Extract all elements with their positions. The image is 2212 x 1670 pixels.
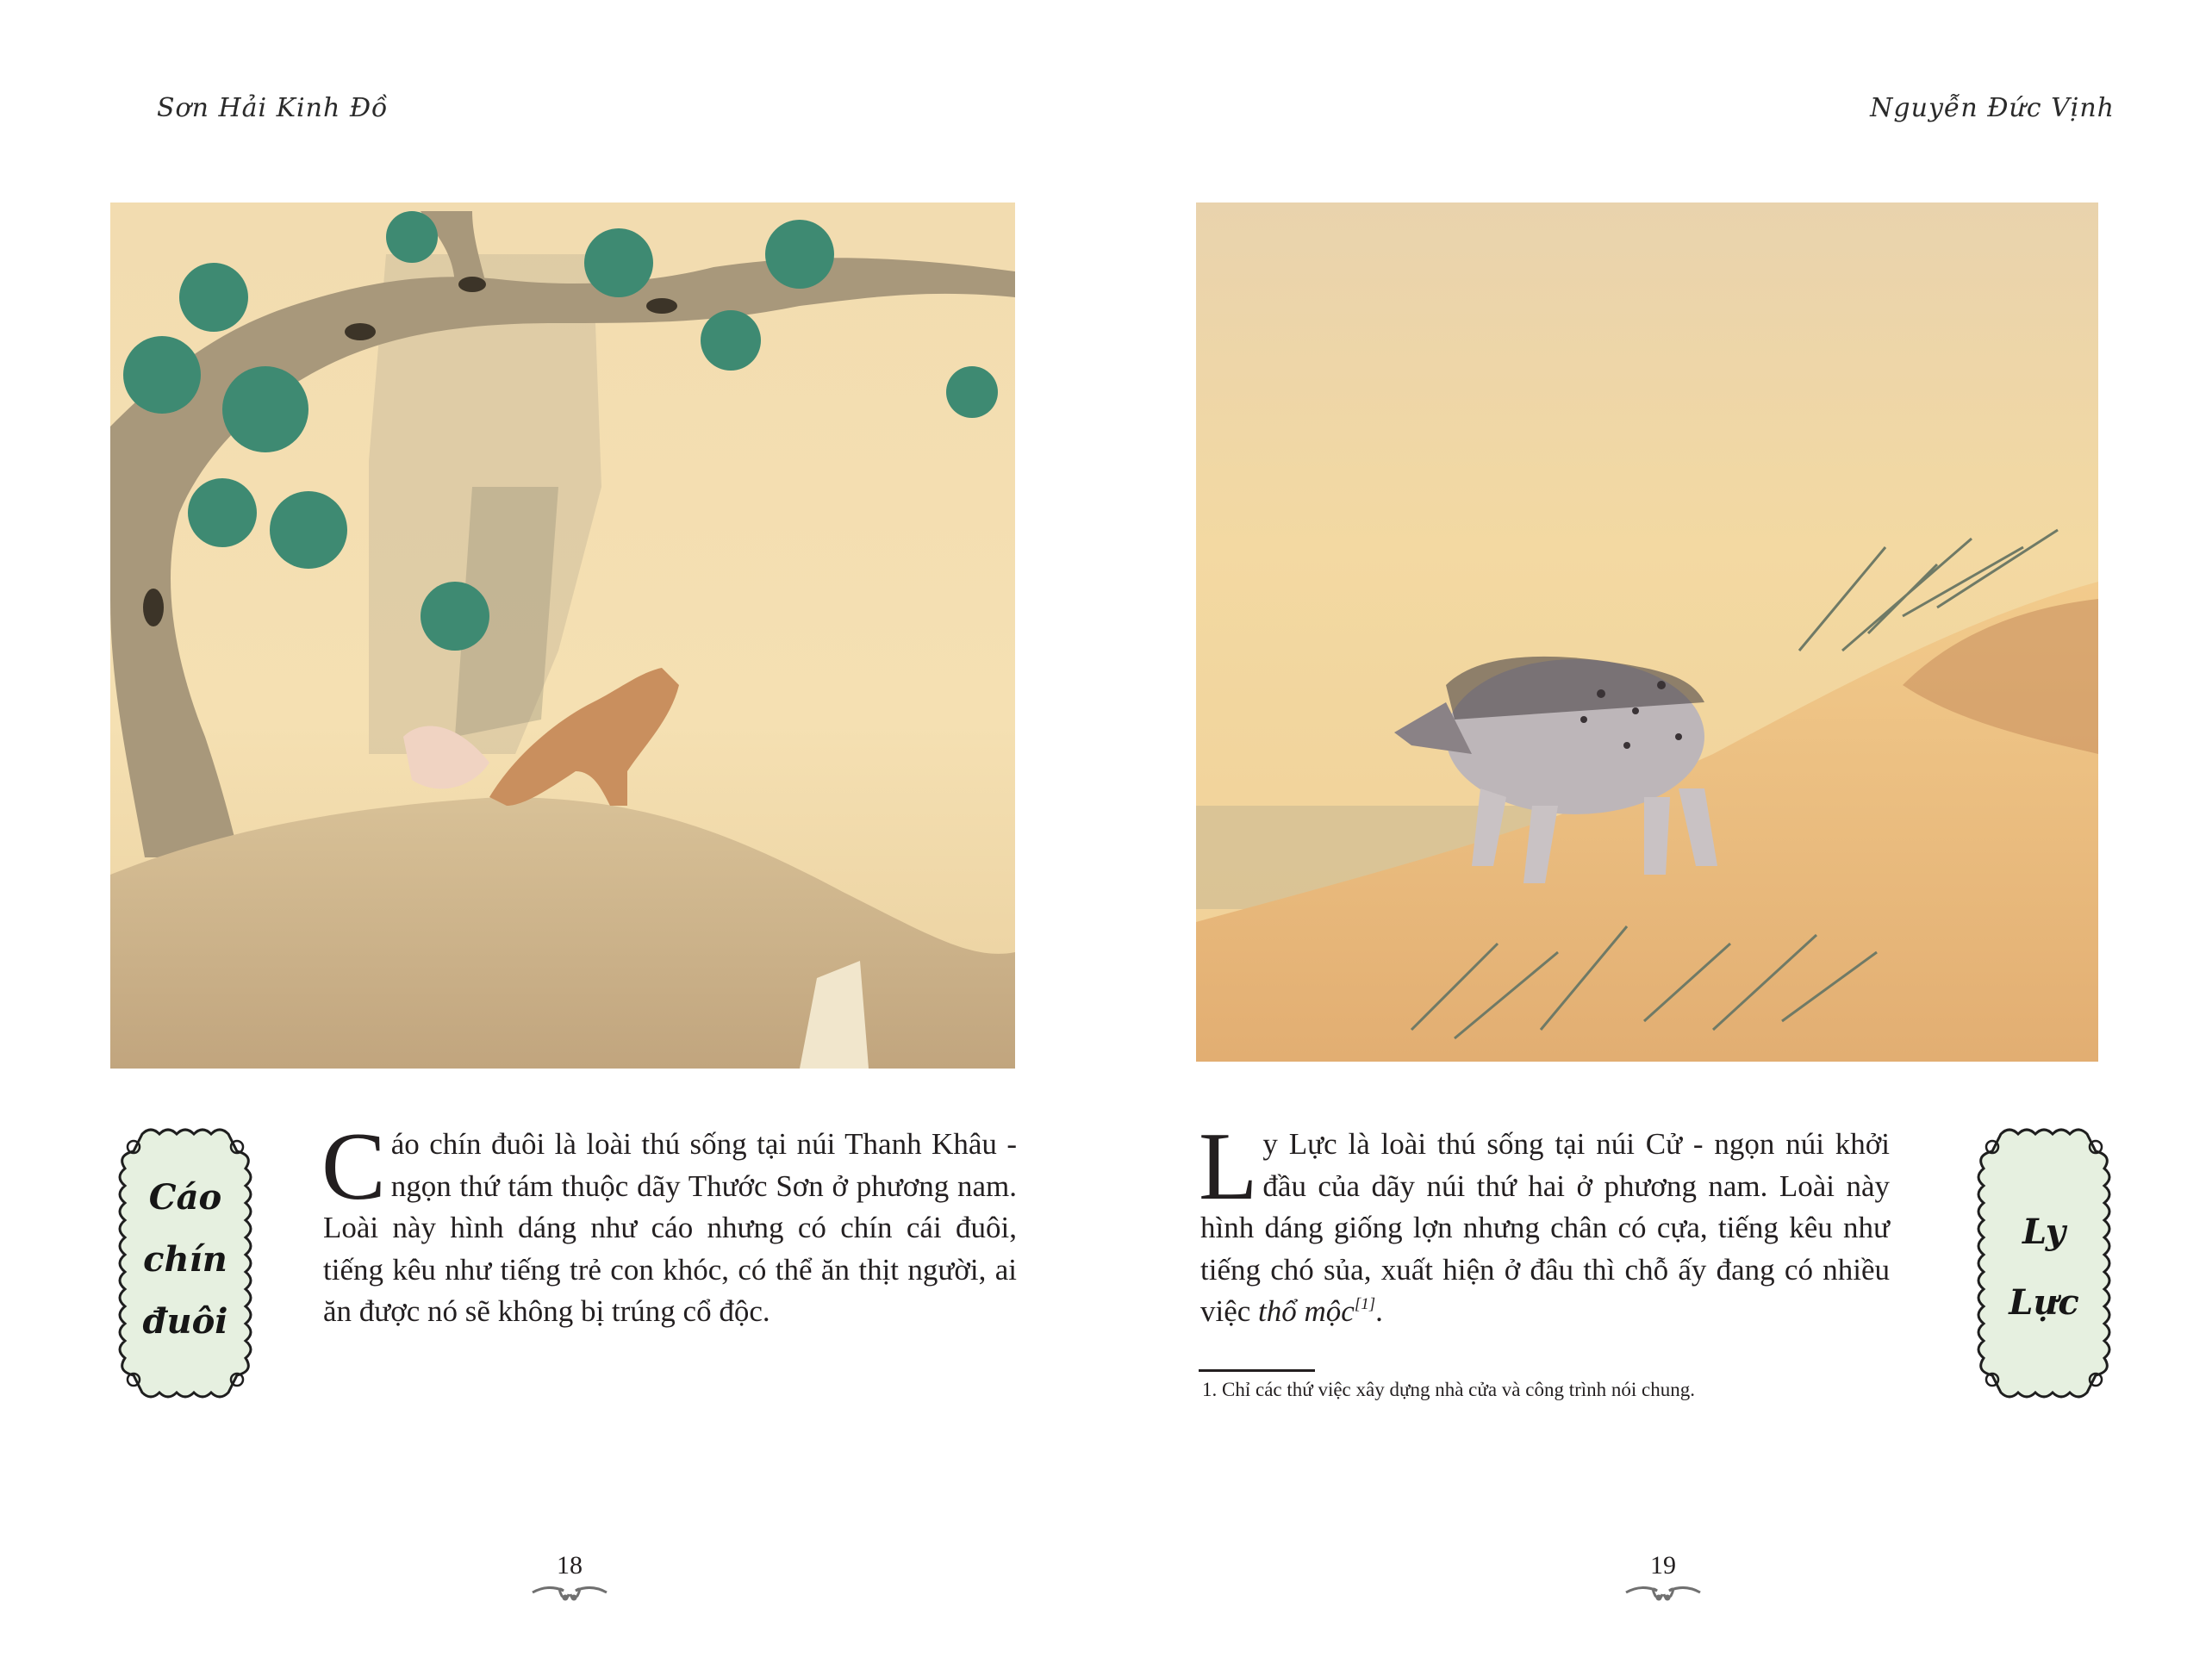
drop-cap: C — [321, 1113, 386, 1220]
footnote-divider — [1199, 1369, 1315, 1372]
paragraph-text: y Lực là loài thú sống tại núi Cử - ngọn núi khởi đầu của dãy núi thứ hai ở phương nam. Loài này hình dáng giống lợn nhưng chân có cựa, tiếng kêu như tiếng chó sủa, xuất hiện ở đâu thì chỗ ấy đang có nhiều việc — [1200, 1127, 1890, 1328]
fox-painting — [110, 203, 1015, 1069]
footnote-reference[interactable]: [1] — [1354, 1295, 1376, 1313]
cartouche-line: Ly — [2022, 1212, 2066, 1252]
flourish-ornament-icon — [531, 1582, 608, 1605]
page-number: 19 — [1650, 1551, 1676, 1580]
running-head-author: Nguyễn Đức Vịnh — [1870, 93, 2115, 123]
running-head-book-title: Sơn Hải Kinh Đồ — [157, 93, 389, 123]
cartouche-line: Lực — [2009, 1282, 2079, 1323]
scalloped-frame-icon — [1966, 1125, 2122, 1401]
drop-cap: L — [1199, 1113, 1258, 1220]
body-paragraph-cao-chin-duoi — [321, 1113, 1017, 1333]
page-number: 18 — [557, 1551, 583, 1580]
title-cartouche-ly-luc — [1966, 1125, 2122, 1401]
illustration-ly-luc — [1196, 203, 2098, 1062]
cartouche-line: Cáo — [148, 1177, 222, 1218]
title-cartouche-cao-chin-duoi — [108, 1125, 263, 1401]
paragraph-end: . — [1375, 1294, 1383, 1328]
right-page — [1106, 0, 2211, 1670]
illustration-nine-tailed-fox — [110, 203, 1015, 1069]
cartouche-line: đuôi — [142, 1301, 228, 1342]
ly-luc-painting — [1196, 203, 2098, 1062]
cartouche-line: chín — [143, 1239, 227, 1280]
italic-term: thổ mộc — [1258, 1294, 1355, 1328]
body-paragraph-ly-luc — [1199, 1113, 1890, 1333]
paragraph-text: áo chín đuôi là loài thú sống tại núi Thanh Khâu - ngọn thứ tám thuộc dãy Thước Sơn ở phương nam. Loài này hình dáng như cáo nhưng có chín cái đuôi, tiếng kêu như tiếng trẻ con khóc, có thể ăn thịt người, ai ăn được nó sẽ không bị trúng cổ độc. — [323, 1127, 1017, 1328]
flourish-ornament-icon — [1624, 1582, 1702, 1605]
footnote-1: 1. Chỉ các thứ việc xây dựng nhà cửa và công trình nói chung. — [1202, 1379, 1695, 1400]
